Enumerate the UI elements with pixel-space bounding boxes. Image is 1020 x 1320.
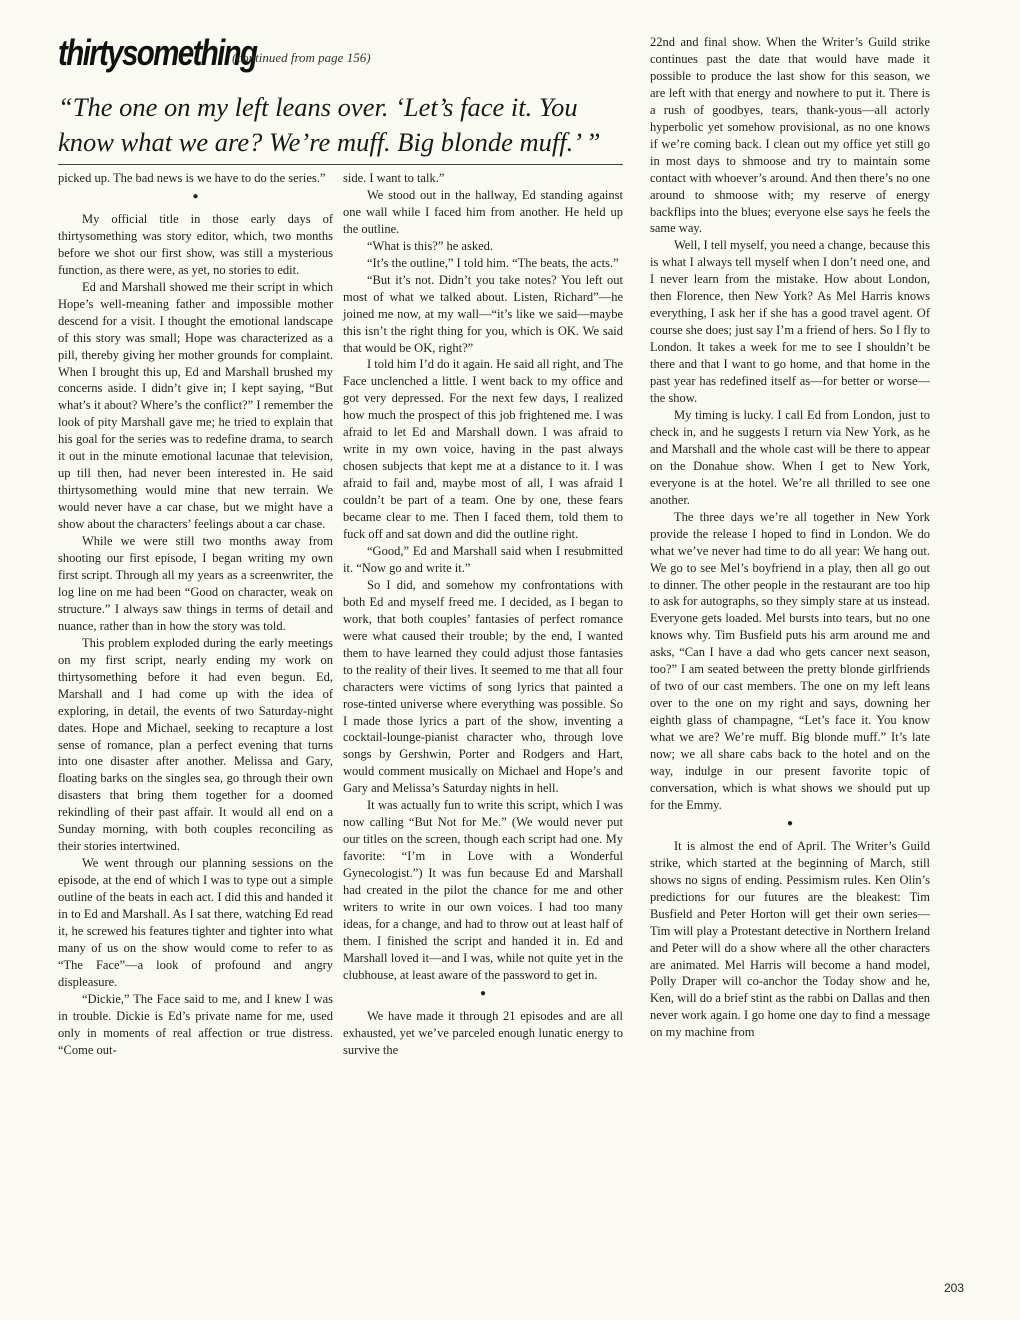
paragraph: We stood out in the hallway, Ed standing against one wall while I faced him from another. He held up the outline. (343, 187, 623, 236)
paragraph: “What is this?” he asked. (367, 238, 493, 253)
paragraph: Well, I tell myself, you need a change, because this is what I always tell myself when I don’t need one, and I never learn from the mistake. How about London, then Florence, then New York? As Mel Harris knows everything, I ask her if she has a good travel agent. Of course she does; just say I’m a friend of hers. So I fly to London. It takes a week for me to see I shouldn’t be there and that I want to go home, and that home in the past year has redefined itself as—for better or worse—the show. (650, 238, 930, 406)
section-break: ● (479, 987, 487, 999)
paragraph: It was actually fun to write this script, which I was now calling “But Not for Me.” (We would never put our titles on the screen, though each script had one. My favorite: “I’m in Love with a Wonderful Gynecologist.”) It was fun because Ed and Marshall had created in the pilot the chance for me and other writers to write in our own voices. I had too many ideas, for a change, and had to throw out at least half of them. I finished the script and handed it in. Ed and Marshall loved it—and I was, while not quite yet in the clubhouse, at least aware of the password to get in. (343, 798, 623, 982)
paragraph: picked up. The bad news is we have to do the series.” (58, 171, 326, 185)
paragraph: Ed and Marshall showed me their script in which Hope’s well-meaning father and impossible mother descend for a visit. I thought the emotional landscape of this story was small; Hope was characterized as a pill, thereby giving her mother grounds for complaint. When I brought this up, Ed and Marshall brushed my concerns aside. I didn’t give in; I kept saying, “But what’s it about? Where’s the conflict?” I remember the look of pity Marshall gave me; he tried to explain that his goal for the series was to redefine drama, to search it out in the minute emotional lacunae that television, up till then, had never been interested in. He said thirtysomething would mine that new terrain. We would never have a car chase, but we might have a show about the characters’ feelings about a car chase. (58, 279, 333, 532)
paragraph: “But it’s not. Didn’t you take notes? You left out most of what we talked about. Listen, Richard”—he joined me now, at my wall—“it’s like we said—maybe this isn’t the right thing for you, which is OK. We said that would be OK, right?” (343, 272, 623, 355)
paragraph: “Dickie,” The Face said to me, and I knew I was in trouble. Dickie is Ed’s private name for me, used only in moments of real affection or true distress. “Come out- (58, 991, 333, 1057)
paragraph: My official title in those early days of thirtysomething was story editor, which, two months before we shot our first show, was still a mysterious function, as there were, as yet, no stories to edit. (58, 211, 333, 277)
divider (58, 164, 623, 165)
paragraph: The three days we’re all together in New York provide the release I hoped to find in London. We do what we’ve never had time to do all year: We hang out. We go to see Mel’s boyfriend in a play, then all go out to dinner. The other people in the restaurant are too hip to ask for autographs, so they simply stare at us instead. Everyone gets loaded. Mel bursts into tears, but no one knows why. Tim Busfield puts his arm around me and asks, “Can I have a dad who gets cancer next season, too?” I am seated between the pretty blonde girlfriends of two of our cast members. The one on my left leans over to the one on my right and says, downing her eighth glass of champagne, “Let’s face it. You know what we are? We’re muff. Big blonde muff.” It’s late now; we all share cabs back to the hotel and on the way, indulge in our present favorite topic of conversation, which is what shows we should put up for the Emmy. (650, 509, 930, 812)
paragraph: “It’s the outline,” I told him. “The beats, the acts.” (367, 255, 619, 270)
paragraph: 22nd and final show. When the Writer’s Guild strike continues past the date that would have made it possible to produce the last show for this season, we are left with that energy and nowhere to put it. There is a rush of goodbyes, tears, thank-yous—all actorly hyperbolic yet somehow provisional, as no one knows if we’re coming back. I clean out my office yet still go in most days to shmoose and try to maintain some contact with whoever’s around. And then there’s no one around to shmoose with; my reserve of energy backflips into the blues; everyone else says he feels the same way. (650, 35, 930, 236)
paragraph: This problem exploded during the early meetings on my first script, nearly ending my work on thirtysomething before it had even begun. Ed, Marshall and I had come up with the idea of exploring, in detail, the events of two Saturday-night dates. Hope and Michael, seeking to recapture a lost sense of romance, plan a perfect evening that turns into one disaster after another. Melissa and Gary, floating barks on the singles sea, go through their own disasters that bring them together for a doomed rekindling of their past affair. It would all end on a Sunday morning, with both couples reconciling as their stories intertwined. (58, 635, 333, 854)
text-column-2 (343, 170, 623, 1059)
paragraph: It is almost the end of April. The Writer’s Guild strike, which started at the beginning of March, still shows no signs of ending. Pessimism rules. Ken Olin’s predictions for our futures are the bleakest: Tim Busfield and Peter Horton will get their own series—Tim will play a Protestant detective in Northern Ireland and Peter will do a show where all the other characters are animated. Mel Harris will become a hand model, Polly Draper will co-anchor the Today show and he, Ken, will do a brief stint as the rabbi on Dallas and then never work again. I go home one day to find a message on my machine from (650, 838, 930, 1040)
paragraph: We have made it through 21 episodes and are all exhausted, yet we’ve parceled enough lunatic energy to survive the (343, 1008, 623, 1057)
section-break: ● (192, 190, 199, 202)
text-column-3 (650, 34, 930, 1041)
continued-note: (continued from page 156) (232, 50, 371, 65)
page-number: 203 (944, 1281, 965, 1295)
section-logo: thirtysomething (58, 32, 257, 73)
text-column-1 (58, 170, 333, 1059)
paragraph: side. I want to talk.” (343, 171, 445, 185)
paragraph: My timing is lucky. I call Ed from London, just to check in, and he suggests I return via New York, as he and Marshall and the whole cast will be there to appear on the Donahue show. When I get to New York, everyone is at the hotel. We’re all thrilled to see one another. (650, 407, 930, 507)
paragraph: While we were still two months away from shooting our first episode, I began writing my own first script. Through all my years as a screenwriter, the log line on me had been “Good on character, weak on structure.” I always saw things in terms of detail and nuance, rather than in how the story was told. (58, 534, 333, 633)
paragraph: I told him I’d do it again. He said all right, and The Face unclenched a little. I went back to my office and got very depressed. For the next few days, I realized how much the prospect of this job frightened me. I was afraid to let Ed and Marshall down. I was afraid to write in my own voice, having in the past always chosen subjects that kept me at a distance to it. I was afraid to fail and, maybe most of all, I was afraid I couldn’t be part of a team. One by one, these fears became clear to me. Then I faced them, told them to fuck off and sat down and did the outline right. (343, 357, 623, 542)
section-break: ● (786, 817, 794, 829)
paragraph: So I did, and somehow my confrontations with both Ed and myself freed me. I decided, as I began to work, that both couples’ fantasies of perfect romance were what caused their trouble; by the end, I wanted them to have learned they could adjust those fantasies to the reality of their lives. It seemed to me that all four characters were victims of song lyrics that painted a rose-tinted universe where everything was possible. So I made those lyrics a part of the show, inventing a cocktail-lounge-pianist character who, through love songs by Gershwin, Porter and Rodgers and Hart, would comment musically on Michael and Hope’s and Gary and Melissa’s Saturday nights in hell. (343, 577, 623, 796)
paragraph: “Good,” Ed and Marshall said when I resubmitted it. “Now go and write it.” (343, 543, 623, 575)
pull-quote: “The one on my left leans over. ‘Let’s face it. You know what we are? We’re muff. Big blonde muff.’ ” (58, 92, 601, 157)
paragraph: We went through our planning sessions on the episode, at the end of which I was to type out a simple outline of the beats in each act. I did this and handed it in to Ed and Marshall. As I sat there, watching Ed read it, he screwed his features tighter and tighter into what many of us on the show would come to refer to as “The Face”—a look of profound and angry displeasure. (58, 856, 333, 989)
